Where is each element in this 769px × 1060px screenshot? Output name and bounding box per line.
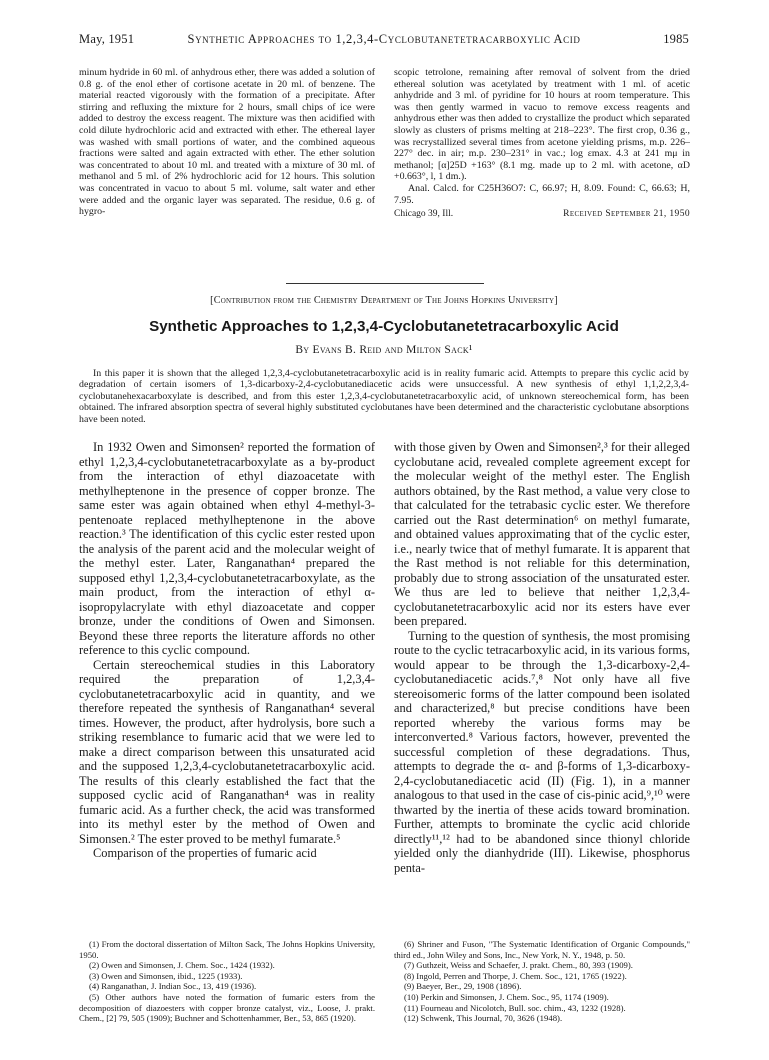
footnote: (4) Ranganathan, J. Indian Soc., 13, 419 (1936). (89, 981, 257, 992)
section-divider (286, 283, 484, 284)
footnote: (6) Shriner and Fuson, "The Systematic Identification of Organic Compounds," third ed., John Wiley and Sons, Inc., New York, N. Y., 1948, p. 50. (394, 939, 690, 960)
body-paragraph: In 1932 Owen and Simonsen² reported the formation of ethyl 1,2,3,4-cyclobutanetetracarboxylate as a by-product from the interaction of ethyl diazoacetate with methylheptenone in the presence of copper bronze. The same ester was again obtained when ethyl 4-methyl-3-pentenoate replaced methylheptenone in the above reaction.³ The identification of this cyclic ester rested upon the analysis of the parent acid and the molecular weight of the methyl ester. Later, Ranganathan⁴ prepared the supposed ethyl 1,2,3,4-cyclobutanetetracarboxylate, as the main product, from the interaction of ethyl α-isopropylacrylate with ethyl diazoacetate and copper bronze, under the conditions of Owen and Simonsen. Beyond these three reports the literature affords no other reference to this cyclic compound. (79, 440, 375, 657)
footnote: (11) Fourneau and Nicolotch, Bull. soc. chim., 43, 1232 (1928). (404, 1002, 626, 1013)
contribution-text: [Contribution from the Chemistry Department of The Johns Hopkins University] (210, 295, 558, 306)
prev-article-right-column (394, 67, 690, 221)
article-byline (79, 344, 689, 356)
header-date: May, 1951 (79, 32, 135, 46)
running-header (79, 32, 689, 50)
footnotes-right (394, 939, 690, 1024)
footnote: (8) Ingold, Perren and Thorpe, J. Chem. Soc., 121, 1765 (1922). (404, 970, 627, 981)
prev-article-signoff (394, 209, 690, 221)
footnote: (9) Baeyer, Ber., 29, 1908 (1896). (404, 981, 522, 992)
footnote: (5) Other authors have noted the formation of fumaric esters from the decomposition of diazoesters with copper bronze catalyst, viz., Loose, J. prakt. Chem., [2] 79, 505 (1909); Buchner and Schottenhammer, Ber., 53, 865 (1920). (79, 991, 375, 1024)
footnote: (2) Owen and Simonsen, J. Chem. Soc., 1424 (1932). (89, 960, 275, 971)
byline-text: By Evans B. Reid and Milton Sack¹ (295, 344, 473, 356)
footnote: (3) Owen and Simonsen, ibid., 1225 (1933). (89, 970, 243, 981)
footnote: (12) Schwenk, This Journal, 70, 3626 (1948). (404, 1013, 563, 1024)
footnote: (10) Perkin and Simonsen, J. Chem. Soc., 95, 1174 (1909). (404, 991, 609, 1002)
prev-article-analysis: Anal. Calcd. for C25H36O7: C, 66.97; H, 8.09. Found: C, 66.63; H, 7.95. (394, 182, 690, 206)
footnote: (1) From the doctoral dissertation of Milton Sack, The Johns Hopkins University, 1950. (79, 939, 375, 960)
body-paragraph: Comparison of the properties of fumaric acid (93, 846, 317, 860)
prev-article-left-text: minum hydride in 60 ml. of anhydrous ether, there was added a solution of 0.8 g. of the enol ether of cortisone acetate in 20 ml. of benzene. The material reacted vigorously with the formation of a precipitate. After stirring and refluxing the mixture for 2 hours, small chips of ice were added to destroy the excess reagent. The mixture was then acidified with cold dilute hydrochloric acid and extracted with ether. The ethereal layer was washed with small portions of water, and the combined aqueous fractions were salted and again extracted with ether. The ether solution was concentrated to about 10 ml. and treated with a mixture of 30 ml. of methanol and 5 ml. of 2% hydrochloric acid for 12 hours. This solution was concentrated in vacuo to about 5 ml. volume, salt water and ether were added and the organic layer was separated. The residue, 0.6 g. of hygro- (79, 67, 375, 218)
body-left-column (79, 440, 375, 861)
body-right-column (394, 440, 690, 875)
contribution-line (79, 295, 689, 306)
article-abstract (79, 368, 689, 425)
body-paragraph: Turning to the question of synthesis, the most promising route to the cyclic tetracarboxylic acid, in its various forms, would appear to be through the 1,3-dicarboxy-2,4-cyclobutanediacetic acids.⁷,⁸ Not only have all five stereoisomeric forms of the latter compound been isolated and characterized,⁸ but precise conditions have been reported whereby the various forms may be interconverted.⁸ Various factors, however, prevented the successful completion of these degradations. Thus, attempts to degrade the α- and β-forms of 1,3-dicarboxy-2,4-cyclobutanediacetic acid (II) (Fig. 1), in a manner analogous to that used in the case of cis-pinic acid,⁹,¹⁰ were thwarted by the inertia of these acids toward bromination. Further, attempts to brominate the cyclic acid chloride directly¹¹,¹² had to be abandoned since thionyl chloride yielded only the dianhydride (III). Likewise, phosphorus penta- (394, 628, 690, 875)
prev-article-left-column (79, 67, 375, 218)
article-title: Synthetic Approaches to 1,2,3,4-Cyclobutanetetracarboxylic Acid (149, 318, 619, 335)
prev-article-right-text: scopic tetrolone, remaining after removal of solvent from the dried ethereal solution was acetylated by treatment with 1 ml. of acetic anhydride and 3 ml. of pyridine for 10 hours at room temperature. This was then gently warmed in vacuo to remove excess reagents and anhydrous ether was then added to crystallize the product which separated slowly as clusters of prisms melting at 218–223°. The first crop, 0.36 g., was recrystallized several times from acetone yielding prisms, m.p. 226–227° dec. in air; m.p. 230–231° in vac.; log εmax. 4.3 at 241 mμ in methanol; [α]25D +163° (8.1 mg. made up to 2 ml. with acetone, αD +0.663°, l, 1 dm.). (394, 67, 690, 183)
header-running-title: Synthetic Approaches to 1,2,3,4-Cyclobutanetetracarboxylic Acid (187, 32, 581, 46)
footnotes-left (79, 939, 375, 1024)
body-paragraph: with those given by Owen and Simonsen²,³ for their alleged cyclobutane acid, revealed complete agreement except for the molecular weight of the methyl ester. The English authors obtained, by the Rast method, a value very close to that calculated for the tetrabasic cyclic ester. We therefore carried out the Rast determination⁶ on methyl fumarate, and obtained values approximating that of the cyclic ester, i.e., nearly twice that of methyl fumarate. It is apparent that the Rast method is not reliable for this determination, probably due to strong association of the unsaturated ester. We thus are led to believe that neither 1,2,3,4-cyclobutanetetracarboxylic acid nor its esters have ever been prepared. (394, 440, 690, 628)
header-page-number: 1985 (663, 32, 689, 46)
footnote: (7) Guthzeit, Weiss and Schaefer, J. prakt. Chem., 80, 393 (1909). (404, 960, 633, 971)
body-paragraph: Certain stereochemical studies in this Laboratory required the preparation of 1,2,3,4-cyclobutanetetracarboxylic acid in quantity, and we therefore repeated the synthesis of Ranganathan⁴ several times. However, the product, after hydrolysis, bore such a striking resemblance to fumaric acid that we were led to make a direct comparison between this unsaturated acid and the supposed 1,2,3,4-cyclobutanetetracarboxylic acid. The results of this clearly established the fact that the supposed cyclic acid of Ranganathan⁴ was in reality fumaric acid. As a further check, the acid was transformed into its methyl ester by the method of Owen and Simonsen.² The ester proved to be methyl fumarate.⁵ (79, 657, 375, 846)
prev-article-location: Chicago 39, Ill. (394, 209, 454, 220)
prev-article-received: Received September 21, 1950 (563, 209, 690, 220)
abstract-text: In this paper it is shown that the alleged 1,2,3,4-cyclobutanetetracarboxylic acid is in reality fumaric acid. Attempts to prepare this cyclic acid by degradation of certain isomers of 1,3-dicarboxy-2,4-cyclobutanediacetic acids were unsuccessful. A new synthesis of ethyl 1,1,2,2,3,4-cyclobutanehexacarboxylate is described, and from this ester 1,2,3,4-cyclobutanetetracarboxylic acid, of unknown stereochemical form, has been obtained. The infrared absorption spectra of several highly substituted cyclobutanes have been determined and the characteristic cyclobutane absorptions have been noted. (79, 368, 689, 425)
